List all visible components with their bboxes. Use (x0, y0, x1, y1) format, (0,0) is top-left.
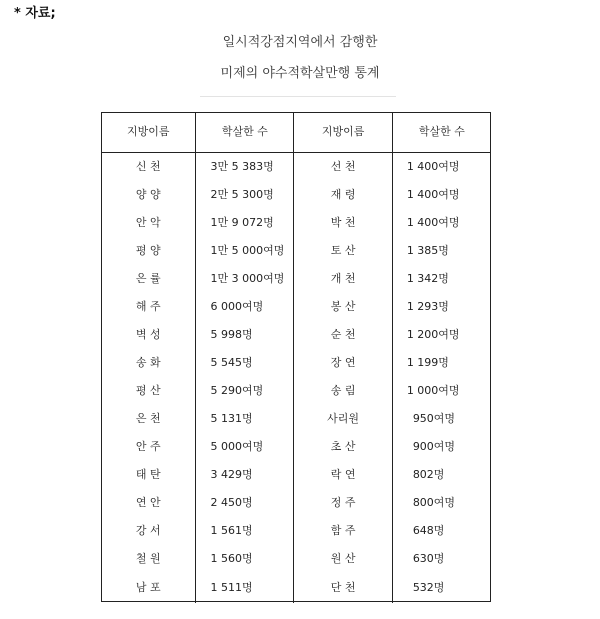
count-cell: 1 400여명 (406, 216, 460, 229)
table-title-line-2: 미제의 야수적학살만행 통계 (220, 66, 380, 81)
table-row (101, 517, 491, 545)
count-cell: 1만 3 000여명 (196, 265, 294, 293)
table-row (101, 349, 491, 377)
region-name-cell: 송 화 (101, 349, 196, 377)
count-cell: 1만 9 072명 (196, 209, 294, 237)
count-cell: 2 450명 (196, 489, 294, 517)
count-cell: 1 385명 (406, 244, 449, 257)
count-cell: 1 511명 (196, 573, 294, 603)
header-region-name-right: 지방이름 (294, 112, 392, 153)
table-row (101, 153, 491, 182)
count-cell: 1 000여명 (406, 384, 460, 397)
region-name-cell: 은 률 (101, 265, 196, 293)
region-name-cell: 재 령 (294, 181, 392, 209)
region-name-cell: 평 양 (101, 237, 196, 265)
count-cell: 1 199명 (406, 356, 449, 369)
region-name-cell: 원 산 (294, 545, 392, 573)
table-row (101, 489, 491, 517)
region-name-cell: 강 서 (101, 517, 196, 545)
region-name-cell: 평 산 (101, 377, 196, 405)
table-row (101, 237, 491, 265)
region-name-cell: 송 림 (294, 377, 392, 405)
region-name-cell: 토 산 (294, 237, 392, 265)
count-cell: 950여명 (412, 412, 456, 425)
count-cell: 3 429명 (196, 461, 294, 489)
table-row (101, 433, 491, 461)
count-cell: 1 561명 (196, 517, 294, 545)
region-name-cell: 정 주 (294, 489, 392, 517)
massacre-statistics-table (101, 112, 491, 603)
title-divider (200, 96, 396, 97)
count-cell: 1 400여명 (406, 160, 460, 173)
table-row (101, 377, 491, 405)
region-name-cell: 선 천 (294, 153, 392, 182)
count-cell: 1 293명 (406, 300, 449, 313)
region-name-cell: 단 천 (294, 573, 392, 603)
region-name-cell: 락 연 (294, 461, 392, 489)
count-cell: 648명 (412, 524, 445, 537)
count-cell: 5 000여명 (196, 433, 294, 461)
region-name-cell: 사리원 (294, 405, 392, 433)
region-name-cell: 연 안 (101, 489, 196, 517)
region-name-cell: 함 주 (294, 517, 392, 545)
region-name-cell: 장 연 (294, 349, 392, 377)
table-row (101, 293, 491, 321)
region-name-cell: 태 탄 (101, 461, 196, 489)
region-name-cell: 안 악 (101, 209, 196, 237)
source-label: * 자료; (14, 6, 56, 21)
region-name-cell: 신 천 (101, 153, 196, 182)
region-name-cell: 남 포 (101, 573, 196, 603)
table-row (101, 573, 491, 603)
count-cell: 2만 5 300명 (196, 181, 294, 209)
count-cell: 1 560명 (196, 545, 294, 573)
count-cell: 3만 5 383명 (196, 153, 294, 182)
table-row (101, 321, 491, 349)
count-cell: 5 131명 (196, 405, 294, 433)
count-cell: 5 290여명 (196, 377, 294, 405)
region-name-cell: 초 산 (294, 433, 392, 461)
table-row (101, 265, 491, 293)
count-cell: 5 998명 (196, 321, 294, 349)
count-cell: 1만 5 000여명 (196, 237, 294, 265)
count-cell: 900여명 (412, 440, 456, 453)
table-row (101, 545, 491, 573)
table-row (101, 405, 491, 433)
region-name-cell: 양 양 (101, 181, 196, 209)
table-row (101, 461, 491, 489)
table-header-row (101, 112, 491, 153)
region-name-cell: 순 천 (294, 321, 392, 349)
count-cell: 1 400여명 (406, 188, 460, 201)
header-count-right: 학살한 수 (392, 112, 491, 153)
count-cell: 1 200여명 (406, 328, 460, 341)
region-name-cell: 벽 성 (101, 321, 196, 349)
table-row (101, 181, 491, 209)
region-name-cell: 봉 산 (294, 293, 392, 321)
count-cell: 802명 (412, 468, 445, 481)
count-cell: 800여명 (412, 496, 456, 509)
count-cell: 630명 (412, 552, 445, 565)
header-region-name-left: 지방이름 (101, 112, 196, 153)
region-name-cell: 은 천 (101, 405, 196, 433)
count-cell: 6 000여명 (196, 293, 294, 321)
region-name-cell: 철 원 (101, 545, 196, 573)
region-name-cell: 개 천 (294, 265, 392, 293)
count-cell: 1 342명 (406, 272, 449, 285)
count-cell: 5 545명 (196, 349, 294, 377)
region-name-cell: 박 천 (294, 209, 392, 237)
table-title-line-1: 일시적강점지역에서 감행한 (222, 35, 378, 50)
header-count-left: 학살한 수 (196, 112, 294, 153)
region-name-cell: 해 주 (101, 293, 196, 321)
table-row (101, 209, 491, 237)
count-cell: 532명 (412, 581, 445, 594)
region-name-cell: 안 주 (101, 433, 196, 461)
